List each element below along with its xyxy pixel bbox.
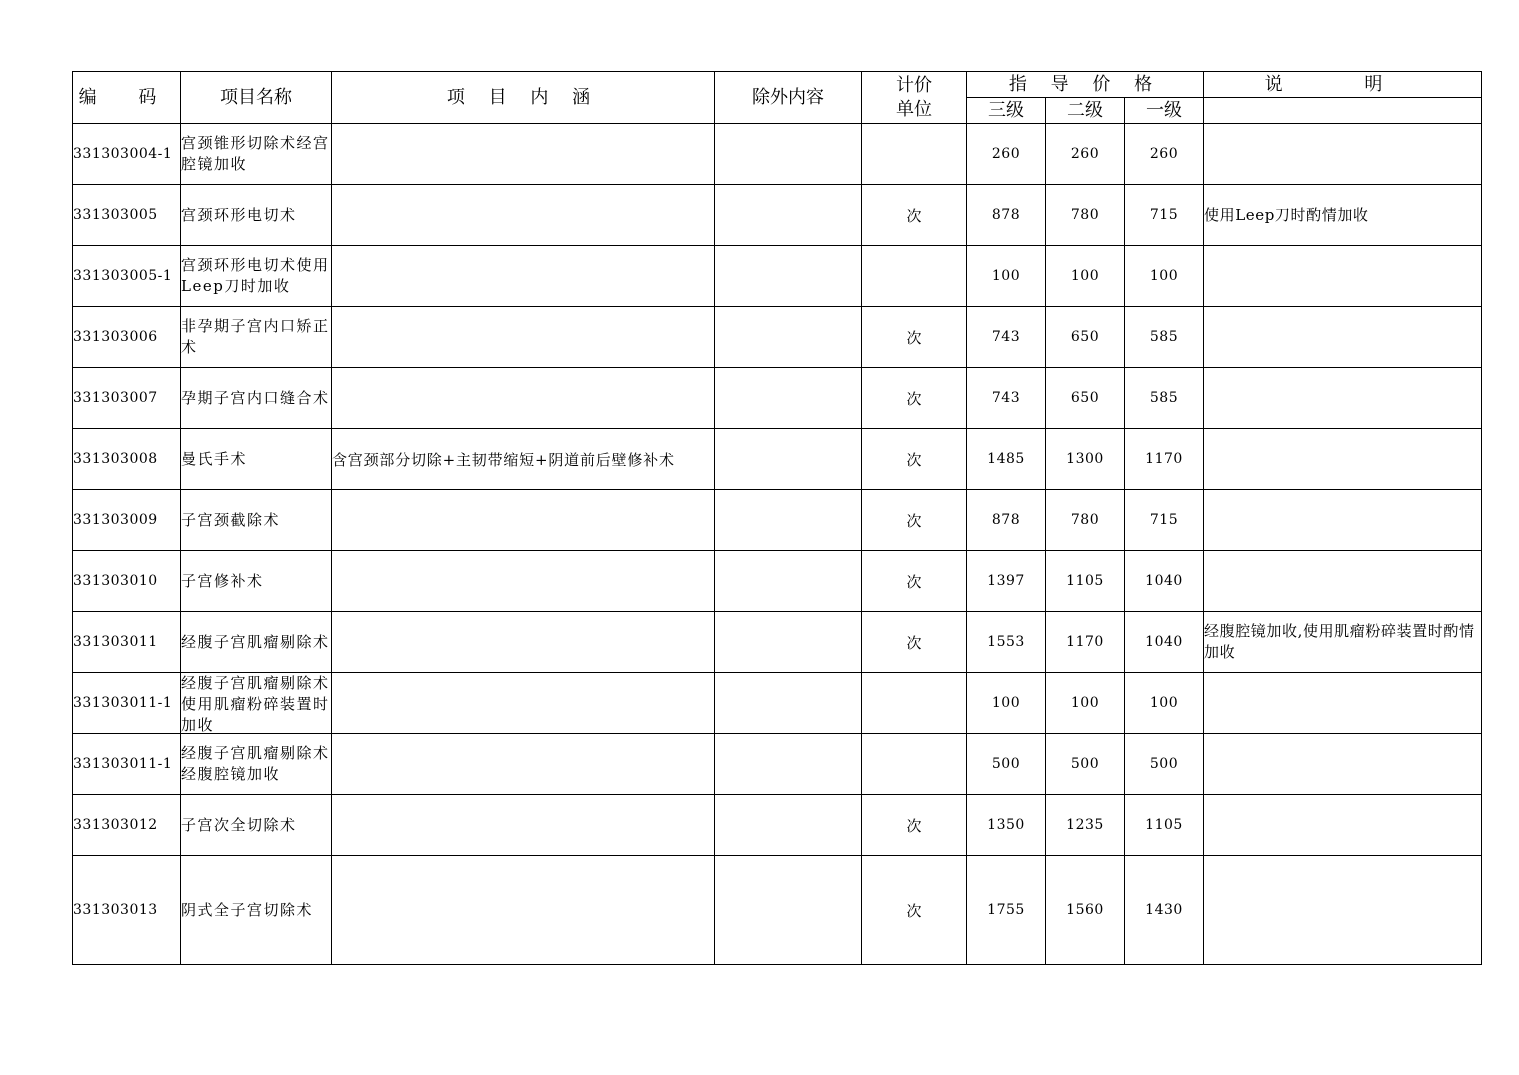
cell-code: 331303012 — [73, 795, 181, 856]
cell-unit — [862, 673, 967, 734]
header-note: 说 明 — [1204, 72, 1482, 98]
table-row — [73, 429, 1482, 490]
cell-code: 331303007 — [73, 368, 181, 429]
cell-name — [181, 368, 332, 429]
cell-price-level3: 260 — [967, 124, 1046, 185]
cell-note — [1204, 795, 1482, 856]
cell-name — [181, 185, 332, 246]
cell-note — [1204, 429, 1482, 490]
cell-code: 331303004-1 — [73, 124, 181, 185]
price-table — [72, 71, 1482, 965]
table-row — [73, 490, 1482, 551]
cell-price-level3: 878 — [967, 490, 1046, 551]
cell-excluded — [715, 124, 862, 185]
cell-name — [181, 673, 332, 734]
cell-unit: 次 — [862, 307, 967, 368]
cell-price-level2: 1105 — [1046, 551, 1125, 612]
cell-content — [332, 307, 715, 368]
cell-code: 331303013 — [73, 856, 181, 965]
header-excluded: 除外内容 — [715, 72, 862, 124]
cell-price-level3: 878 — [967, 185, 1046, 246]
cell-price-level2: 100 — [1046, 246, 1125, 307]
cell-name — [181, 307, 332, 368]
item-name-text: 宫颈环形电切术使用Leep刀时加收 — [181, 256, 330, 295]
cell-name — [181, 124, 332, 185]
cell-price-level3: 743 — [967, 307, 1046, 368]
cell-name — [181, 490, 332, 551]
table-body — [73, 124, 1482, 965]
cell-name — [181, 734, 332, 795]
cell-code: 331303005-1 — [73, 246, 181, 307]
cell-price-level1: 100 — [1125, 246, 1204, 307]
cell-name — [181, 246, 332, 307]
header-level1: 一级 — [1125, 98, 1204, 124]
cell-name — [181, 429, 332, 490]
cell-content — [332, 246, 715, 307]
cell-name — [181, 795, 332, 856]
item-name-text: 子宫次全切除术 — [181, 815, 297, 834]
header-price-group: 指 导 价 格 — [967, 72, 1204, 98]
header-name: 项目名称 — [181, 72, 332, 124]
cell-unit: 次 — [862, 612, 967, 673]
cell-excluded — [715, 856, 862, 965]
cell-price-level3: 1350 — [967, 795, 1046, 856]
cell-code: 331303006 — [73, 307, 181, 368]
item-name-text: 孕期子宫内口缝合术 — [181, 388, 330, 407]
cell-content — [332, 490, 715, 551]
cell-price-level2: 1235 — [1046, 795, 1125, 856]
cell-name — [181, 612, 332, 673]
cell-content — [332, 551, 715, 612]
cell-price-level1: 715 — [1125, 185, 1204, 246]
cell-price-level2: 650 — [1046, 368, 1125, 429]
item-name-text: 宫颈环形电切术 — [181, 205, 297, 224]
cell-content — [332, 612, 715, 673]
cell-unit: 次 — [862, 429, 967, 490]
cell-price-level2: 500 — [1046, 734, 1125, 795]
cell-note — [1204, 490, 1482, 551]
cell-name — [181, 856, 332, 965]
table-row — [73, 368, 1482, 429]
cell-content — [332, 368, 715, 429]
cell-price-level2: 780 — [1046, 185, 1125, 246]
cell-note: 使用Leep刀时酌情加收 — [1204, 185, 1482, 246]
cell-code: 331303011-1 — [73, 673, 181, 734]
cell-price-level1: 500 — [1125, 734, 1204, 795]
cell-price-level2: 260 — [1046, 124, 1125, 185]
cell-unit: 次 — [862, 856, 967, 965]
cell-excluded — [715, 551, 862, 612]
header-note-blank — [1204, 98, 1482, 124]
table-row — [73, 795, 1482, 856]
item-name-text: 曼氏手术 — [181, 449, 248, 468]
cell-content — [332, 856, 715, 965]
cell-note — [1204, 307, 1482, 368]
cell-excluded — [715, 612, 862, 673]
cell-note — [1204, 551, 1482, 612]
item-name-text: 宫颈锥形切除术经宫腔镜加收 — [181, 134, 330, 173]
table-row — [73, 246, 1482, 307]
cell-price-level2: 1300 — [1046, 429, 1125, 490]
cell-content — [332, 673, 715, 734]
item-name-text: 经腹子宫肌瘤剔除术 使用肌瘤粉碎装置时加收 — [181, 674, 330, 733]
cell-price-level3: 743 — [967, 368, 1046, 429]
cell-price-level3: 1755 — [967, 856, 1046, 965]
table-row — [73, 551, 1482, 612]
header-content: 项 目 内 涵 — [332, 72, 715, 124]
cell-code: 331303010 — [73, 551, 181, 612]
item-name-text: 经腹子宫肌瘤剔除术 经腹腔镜加收 — [181, 744, 330, 783]
cell-note — [1204, 734, 1482, 795]
cell-price-level1: 585 — [1125, 307, 1204, 368]
cell-excluded — [715, 246, 862, 307]
cell-note — [1204, 368, 1482, 429]
item-name-text: 非孕期子宫内口矫正术 — [181, 317, 330, 356]
cell-code: 331303008 — [73, 429, 181, 490]
cell-content — [332, 734, 715, 795]
cell-note: 经腹腔镜加收,使用肌瘤粉碎装置时酌情加收 — [1204, 612, 1482, 673]
cell-price-level1: 100 — [1125, 673, 1204, 734]
item-name-text: 子宫修补术 — [181, 571, 264, 590]
table-row — [73, 856, 1482, 965]
cell-price-level2: 780 — [1046, 490, 1125, 551]
cell-excluded — [715, 429, 862, 490]
cell-unit — [862, 124, 967, 185]
table-row — [73, 612, 1482, 673]
cell-price-level2: 1560 — [1046, 856, 1125, 965]
table-row — [73, 307, 1482, 368]
cell-price-level3: 1397 — [967, 551, 1046, 612]
cell-price-level2: 1170 — [1046, 612, 1125, 673]
cell-price-level3: 100 — [967, 673, 1046, 734]
header-level3: 三级 — [967, 98, 1046, 124]
header-level2: 二级 — [1046, 98, 1125, 124]
cell-price-level3: 1485 — [967, 429, 1046, 490]
cell-note — [1204, 246, 1482, 307]
cell-price-level1: 1170 — [1125, 429, 1204, 490]
header-unit: 计价单位 — [862, 72, 967, 124]
cell-name — [181, 551, 332, 612]
cell-unit: 次 — [862, 490, 967, 551]
cell-price-level1: 260 — [1125, 124, 1204, 185]
cell-unit: 次 — [862, 795, 967, 856]
cell-price-level3: 500 — [967, 734, 1046, 795]
cell-price-level3: 1553 — [967, 612, 1046, 673]
cell-price-level1: 1040 — [1125, 551, 1204, 612]
cell-note — [1204, 673, 1482, 734]
table-row — [73, 185, 1482, 246]
table-row — [73, 124, 1482, 185]
cell-content: 含宫颈部分切除+主韧带缩短+阴道前后壁修补术 — [332, 429, 715, 490]
cell-unit: 次 — [862, 185, 967, 246]
cell-excluded — [715, 673, 862, 734]
cell-note — [1204, 124, 1482, 185]
cell-price-level1: 1105 — [1125, 795, 1204, 856]
cell-excluded — [715, 795, 862, 856]
cell-code: 331303005 — [73, 185, 181, 246]
cell-excluded — [715, 490, 862, 551]
cell-excluded — [715, 734, 862, 795]
cell-unit: 次 — [862, 368, 967, 429]
cell-note — [1204, 856, 1482, 965]
cell-content — [332, 185, 715, 246]
cell-code: 331303009 — [73, 490, 181, 551]
cell-unit — [862, 734, 967, 795]
cell-excluded — [715, 368, 862, 429]
cell-price-level1: 585 — [1125, 368, 1204, 429]
item-name-text: 子宫颈截除术 — [181, 510, 281, 529]
cell-price-level1: 1430 — [1125, 856, 1204, 965]
cell-unit — [862, 246, 967, 307]
header-code: 编 码 — [73, 72, 181, 124]
cell-code: 331303011 — [73, 612, 181, 673]
cell-content — [332, 124, 715, 185]
item-name-text: 阴式全子宫切除术 — [181, 900, 314, 919]
cell-content — [332, 795, 715, 856]
cell-excluded — [715, 307, 862, 368]
cell-price-level3: 100 — [967, 246, 1046, 307]
cell-code: 331303011-1 — [73, 734, 181, 795]
cell-price-level2: 650 — [1046, 307, 1125, 368]
item-name-text: 经腹子宫肌瘤剔除术 — [181, 632, 330, 651]
cell-price-level1: 715 — [1125, 490, 1204, 551]
cell-price-level2: 100 — [1046, 673, 1125, 734]
cell-price-level1: 1040 — [1125, 612, 1204, 673]
table-row — [73, 734, 1482, 795]
table-row — [73, 673, 1482, 734]
cell-unit: 次 — [862, 551, 967, 612]
cell-excluded — [715, 185, 862, 246]
